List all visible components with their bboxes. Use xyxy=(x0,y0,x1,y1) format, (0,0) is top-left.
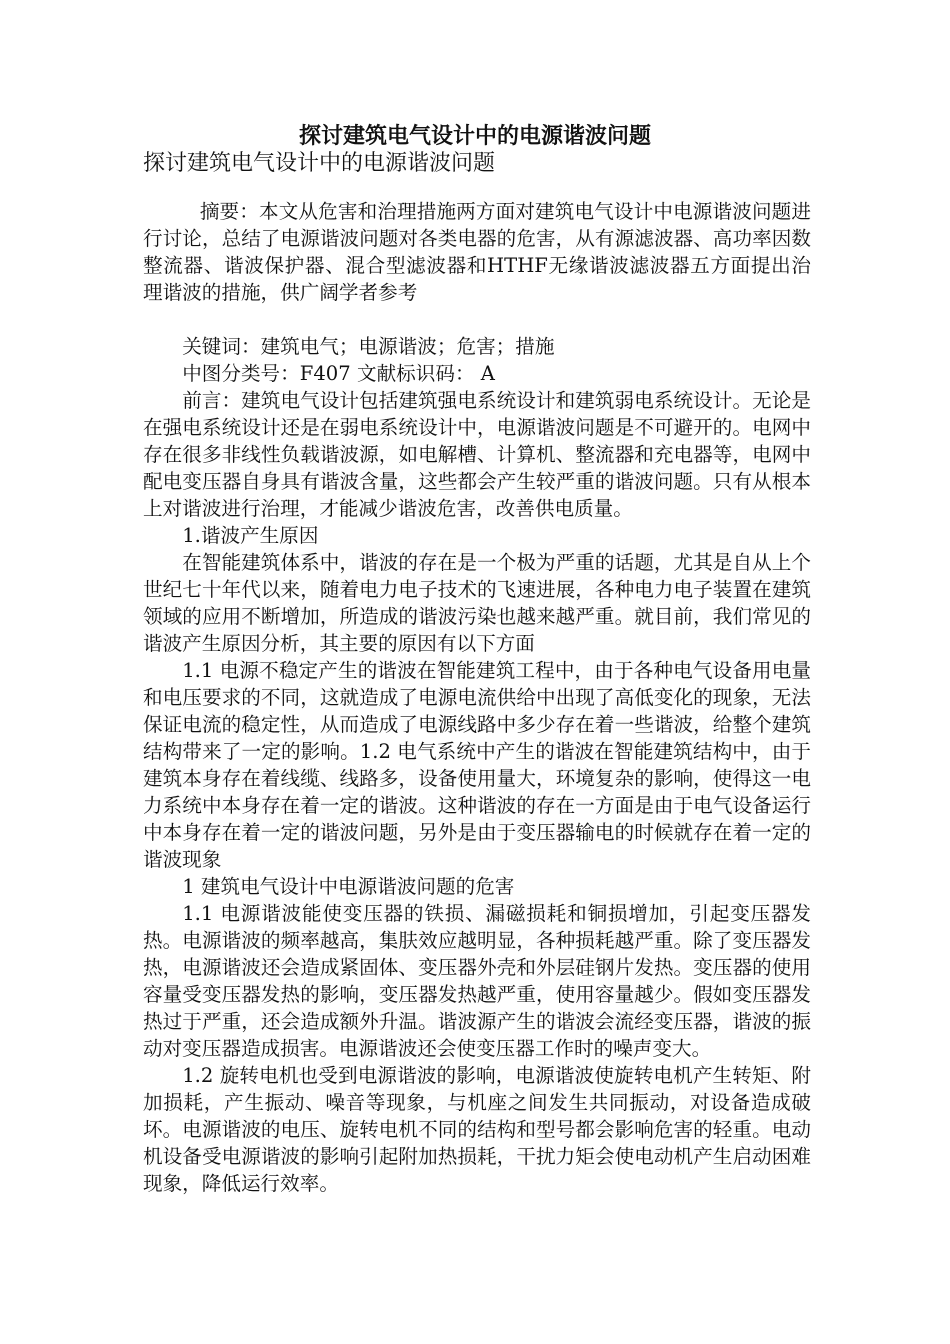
classification-line: 中图分类号：F407 文献标识码： A xyxy=(182,362,495,385)
document-body xyxy=(143,198,811,1197)
abstract-paragraph: 摘要：本文从危害和治理措施两方面对建筑电气设计中电源谐波问题进行讨论，总结了电源谐波问题对各类电器的危害，从有源滤波器、高功率因数整流器、谐波保护器、混合型滤波器和HTHF无缘谐波滤波器五方面提出治理谐波的措施，供广阔学者参考 xyxy=(143,200,811,304)
preface-paragraph: 前言：建筑电气设计包括建筑强电系统设计和建筑弱电系统设计。无论是在强电系统设计还是在弱电系统设计中，电源谐波问题是不可避开的。电网中存在很多非线性负载谐波源，如电解槽、计算机、整流器和充电器等，电网中配电变压器自身具有谐波含量，这些都会产生较严重的谐波问题。只有从根本上对谐波进行治理，才能减少谐波危害，改善供电质量。 xyxy=(143,389,811,520)
document-subtitle: 探讨建筑电气设计中的电源谐波问题 xyxy=(143,151,496,176)
document-title: 探讨建筑电气设计中的电源谐波问题 xyxy=(298,123,651,149)
keywords-line: 关键词：建筑电气；电源谐波；危害；措施 xyxy=(182,335,555,358)
section-heading-causes: 1.谐波产生原因 xyxy=(182,524,319,547)
causes-details-paragraph: 1.1 电源不稳定产生的谐波在智能建筑工程中，由于各种电气设备用电量和电压要求的不同，这就造成了电源电流供给中出现了高低变化的现象，无法保证电流的稳定性，从而造成了电源线路中多少存在着一些谐波，给整个建筑结构带来了一定的影响。1.2 电气系统中产生的谐波在智能建筑结构中，由于建筑本身存在着线缆、线路多，设备使用量大，环境复杂的影响，使得这一电力系统中本身存在着一定的谐波。这种谐波的存在一方面是由于电气设备运行中本身存在着一定的谐波问题，另外是由于变压器输电的时候就存在着一定的谐波现象 xyxy=(143,659,811,871)
causes-paragraph: 在智能建筑体系中，谐波的存在是一个极为严重的话题，尤其是自从上个世纪七十年代以来，随着电力电子技术的飞速进展，各种电力电子装置在建筑领域的应用不断增加，所造成的谐波污染也越来越严重。就目前，我们常见的谐波产生原因分析，其主要的原因有以下方面 xyxy=(143,551,811,655)
hazards-motor-paragraph: 1.2 旋转电机也受到电源谐波的影响，电源谐波使旋转电机产生转矩、附加损耗，产生振动、噪音等现象，与机座之间发生共同振动，对设备造成破坏。电源谐波的电压、旋转电机不同的结构和型号都会影响危害的轻重。电动机设备受电源谐波的影响引起附加热损耗，干扰力矩会使电动机产生启动困难现象，降低运行效率。 xyxy=(143,1064,811,1195)
section-heading-hazards: 1 建筑电气设计中电源谐波问题的危害 xyxy=(182,875,515,898)
hazards-transformer-paragraph: 1.1 电源谐波能使变压器的铁损、漏磁损耗和铜损增加，引起变压器发热。电源谐波的频率越高，集肤效应越明显，各种损耗越严重。除了变压器发热，电源谐波还会造成紧固体、变压器外壳和外层硅钢片发热。变压器的使用容量受变压器发热的影响，变压器发热越严重，使用容量越少。假如变压器发热过于严重，还会造成额外升温。谐波源产生的谐波会流经变压器，谐波的振动对变压器造成损害。电源谐波还会使变压器工作时的噪声变大。 xyxy=(143,902,811,1060)
